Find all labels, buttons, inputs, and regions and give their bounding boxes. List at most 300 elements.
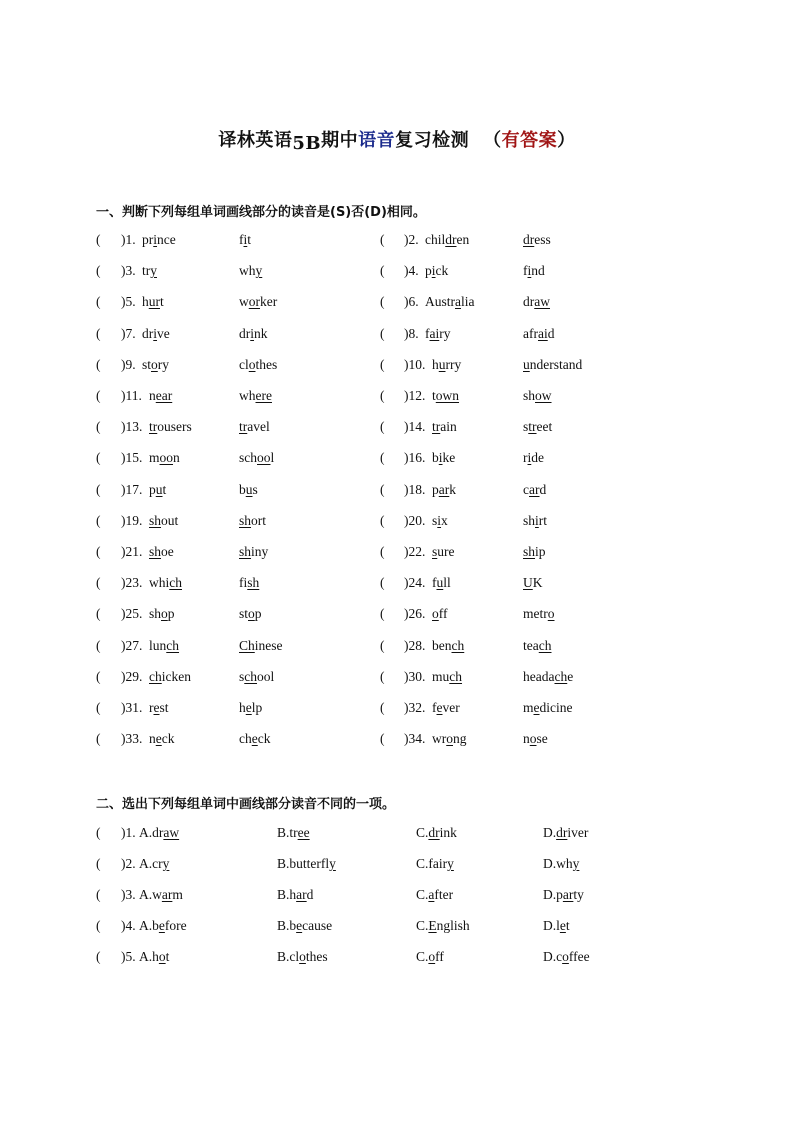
option-b-underlined: ee — [297, 825, 310, 840]
word-b-pre: sh — [523, 512, 536, 528]
word-b-pre: st — [239, 606, 249, 622]
word-a-underlined: dr — [445, 232, 457, 247]
answer-blank: ( — [96, 575, 101, 591]
word-b-pre: s — [523, 419, 529, 435]
word-a-post: ve — [157, 325, 170, 341]
answer-blank: ( — [96, 263, 101, 279]
question-number: )6. — [404, 294, 419, 310]
word-a — [142, 230, 176, 250]
answer-blank: ( — [380, 512, 385, 528]
word-a-pre: pr — [142, 232, 154, 247]
word-b-underlined: e — [251, 731, 258, 747]
word-b-underlined: dr — [523, 232, 535, 247]
choice-row — [0, 885, 794, 905]
word-b-post: eet — [536, 419, 553, 435]
question-number: )25. — [121, 606, 143, 622]
word-b — [523, 417, 552, 437]
word-a-pre: p — [425, 263, 432, 279]
option-a — [139, 854, 169, 874]
word-b-post: ort — [251, 512, 267, 528]
word-b-underlined: o — [248, 356, 256, 372]
question-number: )14. — [404, 419, 426, 435]
question-number: )21. — [121, 544, 143, 559]
word-b-post: nd — [531, 263, 545, 279]
word-b-pre: f — [239, 232, 244, 247]
word-a-post: p — [167, 606, 175, 622]
word-a — [149, 386, 172, 406]
word-a-post: ck — [161, 731, 175, 747]
title-answer-note: 有答案 — [501, 130, 558, 151]
word-a — [149, 573, 182, 593]
option-a-underlined: aw — [163, 825, 180, 840]
question-number: )5. — [121, 949, 136, 964]
option-c-post: nglish — [436, 918, 470, 933]
word-a-underlined: s — [432, 544, 438, 559]
answer-blank: ( — [96, 731, 101, 747]
section2-heading: 二、选出下列每组单词中画线部分读音不同的一项。 — [96, 797, 396, 812]
option-c-post: fter — [434, 887, 454, 902]
option-a-pre: A.w — [139, 887, 162, 902]
word-a — [432, 604, 448, 624]
question-number: )28. — [404, 637, 426, 653]
word-b-underlined: ai — [537, 325, 548, 341]
word-b-pre: c — [523, 481, 529, 497]
word-b-pre: w — [239, 294, 249, 310]
question-number: )7. — [121, 325, 136, 341]
word-a-pre: f — [432, 575, 437, 591]
word-b — [239, 511, 266, 531]
option-c-underlined: E — [428, 918, 437, 933]
word-a-post: k — [449, 481, 456, 497]
question-number: )18. — [404, 481, 426, 497]
word-a-underlined: sh — [149, 544, 162, 559]
option-b-pre: B.tr — [277, 825, 298, 840]
option-d-underlined: ar — [562, 887, 574, 902]
word-b — [239, 604, 262, 624]
word-b — [239, 292, 277, 312]
word-a-post: ousers — [157, 419, 192, 435]
option-b-underlined: y — [329, 856, 336, 871]
word-b — [523, 667, 573, 687]
word-b-underlined: i — [250, 325, 255, 341]
answer-blank: ( — [380, 637, 385, 653]
question-number: )10. — [404, 356, 426, 372]
title-paren-close: ） — [557, 130, 576, 151]
word-a-underlined: ch — [149, 668, 162, 684]
word-a-post: en — [456, 232, 470, 247]
word-b — [523, 261, 545, 281]
word-b — [523, 292, 550, 312]
answer-blank: ( — [96, 918, 101, 933]
option-d-pre: D. — [543, 825, 557, 840]
question-row — [0, 511, 794, 531]
word-a-pre: lun — [149, 637, 167, 653]
word-b-post: ip — [535, 544, 546, 559]
question-number: )27. — [121, 637, 143, 653]
word-a-post: ver — [442, 700, 460, 715]
word-a-underlined: e — [436, 700, 443, 715]
word-a-underlined: u — [438, 356, 446, 372]
option-b — [277, 947, 328, 967]
word-b-pre: f — [523, 263, 528, 279]
option-d-post: ty — [573, 887, 584, 902]
word-b — [523, 604, 555, 624]
word-b-post: s — [252, 481, 258, 497]
question-row — [0, 261, 794, 281]
answer-blank: ( — [96, 700, 101, 715]
word-a-post: n — [173, 450, 180, 466]
option-d-underlined: e — [559, 918, 566, 933]
word-b — [239, 386, 272, 406]
word-a — [432, 667, 462, 687]
option-d — [543, 823, 588, 843]
word-a-pre: st — [142, 356, 152, 372]
option-c — [416, 885, 453, 905]
option-a-pre: A.cr — [139, 856, 163, 871]
question-number: )30. — [404, 668, 426, 684]
question-row — [0, 292, 794, 312]
word-b-underlined: e — [245, 700, 252, 715]
answer-blank: ( — [380, 356, 385, 372]
word-b-pre: cl — [239, 356, 249, 372]
word-a-underlined: o — [446, 731, 453, 747]
word-b-underlined: ch — [244, 668, 258, 684]
word-a-underlined: ch — [166, 637, 180, 653]
question-number: )33. — [121, 731, 143, 747]
word-b — [239, 667, 274, 687]
word-a-post: t — [162, 481, 167, 497]
option-b — [277, 916, 332, 936]
word-a-underlined: tr — [432, 419, 441, 435]
word-a-post: rry — [445, 356, 462, 372]
word-b-underlined: i — [527, 450, 532, 466]
word-b-post: d — [547, 325, 555, 341]
word-b-pre: ch — [239, 731, 252, 747]
word-a — [142, 324, 170, 344]
question-number: )19. — [121, 512, 143, 528]
answer-blank: ( — [96, 388, 101, 403]
word-b-underlined: sh — [239, 544, 252, 559]
word-b-post: thes — [255, 356, 278, 372]
word-a-underlined: e — [153, 700, 160, 715]
option-a-post: t — [165, 949, 170, 964]
answer-blank: ( — [96, 450, 101, 466]
word-b — [523, 324, 554, 344]
word-a-underlined: ch — [449, 668, 463, 684]
answer-blank: ( — [380, 263, 385, 279]
word-a-post: ng — [453, 731, 467, 747]
word-b-underlined: o — [529, 731, 537, 747]
answer-blank: ( — [96, 325, 101, 341]
answer-blank: ( — [96, 949, 101, 964]
question-number: )29. — [121, 668, 143, 684]
option-a — [139, 885, 183, 905]
option-b-underlined: ar — [296, 887, 307, 902]
word-a-pre: p — [432, 481, 439, 497]
word-a — [142, 292, 164, 312]
answer-blank: ( — [380, 388, 385, 403]
word-a — [149, 511, 178, 531]
option-d — [543, 854, 579, 874]
question-row — [0, 448, 794, 468]
word-a-underlined: ear — [155, 388, 173, 403]
word-a-post: icken — [161, 668, 191, 684]
answer-blank: ( — [380, 668, 385, 684]
word-a — [149, 604, 175, 624]
word-b-post: se — [536, 731, 548, 747]
option-c — [416, 823, 457, 843]
word-b-post: p — [254, 606, 262, 622]
word-a-underlined: o — [151, 356, 158, 372]
word-b — [239, 261, 262, 281]
option-d-underlined: dr — [556, 825, 568, 840]
word-a — [142, 355, 169, 375]
word-a-underlined: ur — [148, 294, 160, 310]
question-number: )1. — [121, 825, 136, 840]
word-a-pre: dr — [142, 325, 154, 341]
word-a — [432, 636, 464, 656]
option-c-pre: C.fair — [416, 856, 448, 871]
question-number: )8. — [404, 325, 419, 341]
word-a-post: ke — [442, 450, 456, 466]
question-number: )5. — [121, 294, 136, 310]
question-number: )12. — [404, 388, 426, 403]
word-a — [432, 573, 451, 593]
option-b-pre: B.b — [277, 918, 297, 933]
word-a-pre: ben — [432, 637, 452, 653]
option-b — [277, 823, 310, 843]
word-a — [149, 480, 166, 500]
word-b — [239, 698, 262, 718]
word-a-underlined: o — [161, 606, 168, 622]
answer-blank: ( — [96, 481, 101, 497]
word-b-pre: metr — [523, 606, 548, 622]
word-a-post: lia — [461, 294, 475, 310]
question-number: )24. — [404, 575, 426, 591]
word-b-pre: r — [523, 450, 528, 466]
word-b-underlined: ar — [529, 481, 540, 497]
word-b-pre: n — [523, 731, 530, 747]
word-a-post: nce — [157, 232, 176, 247]
option-c-post: ff — [435, 949, 444, 964]
question-number: )4. — [404, 263, 419, 279]
word-a-underlined: i — [153, 325, 158, 341]
word-b — [239, 417, 270, 437]
option-d-underlined: y — [572, 856, 580, 871]
word-b-underlined: sh — [239, 512, 252, 528]
answer-blank: ( — [96, 232, 101, 247]
word-a-post: st — [159, 700, 169, 715]
answer-blank: ( — [96, 637, 101, 653]
word-b — [523, 386, 552, 406]
word-a-pre: chil — [425, 232, 446, 247]
word-b-pre: afr — [523, 325, 538, 341]
question-number: )2. — [404, 232, 419, 247]
word-b-post: ker — [260, 294, 278, 310]
word-a — [149, 667, 191, 687]
word-a-underlined: o — [432, 606, 439, 622]
option-a-underlined: e — [158, 918, 165, 933]
word-a — [432, 542, 455, 562]
option-d-underlined: o — [562, 949, 569, 964]
answer-blank: ( — [96, 419, 101, 435]
word-b-post: nderstand — [529, 356, 583, 372]
option-c — [416, 947, 444, 967]
word-a — [149, 417, 192, 437]
word-a-underlined: y — [150, 263, 157, 279]
word-a — [149, 698, 169, 718]
option-d-pre: D.l — [543, 918, 560, 933]
option-a-pre: A.b — [139, 918, 159, 933]
word-b-post: K — [532, 575, 543, 591]
word-a-pre: t — [432, 388, 436, 403]
word-a-underlined: ch — [451, 637, 465, 653]
question-number: )11. — [121, 388, 142, 403]
question-number: )16. — [404, 450, 426, 466]
answer-blank: ( — [380, 700, 385, 715]
word-b — [523, 729, 548, 749]
question-row — [0, 355, 794, 375]
word-b-post: d — [539, 481, 547, 497]
word-b-pre: s — [239, 668, 245, 684]
word-b — [523, 573, 543, 593]
word-b-pre: b — [239, 481, 246, 497]
word-b-underlined: o — [248, 606, 255, 622]
answer-blank: ( — [380, 294, 385, 310]
answer-blank: ( — [380, 481, 385, 497]
word-a — [432, 386, 459, 406]
option-d-pre: D.p — [543, 887, 563, 902]
word-b — [239, 729, 271, 749]
word-a-pre: h — [142, 294, 149, 310]
option-b — [277, 885, 313, 905]
answer-blank: ( — [380, 606, 385, 622]
word-b-underlined: sh — [523, 544, 536, 559]
word-a — [149, 448, 180, 468]
word-b — [239, 480, 258, 500]
option-a-underlined: y — [162, 856, 170, 871]
answer-blank: ( — [96, 544, 101, 559]
question-row — [0, 604, 794, 624]
word-a-pre: s — [432, 512, 438, 528]
word-b-underlined: sh — [247, 575, 260, 591]
option-c-pre: C. — [416, 918, 429, 933]
word-a-post: t — [160, 294, 164, 310]
word-a — [149, 636, 179, 656]
option-d-pre: D.wh — [543, 856, 573, 871]
answer-blank: ( — [96, 856, 101, 871]
question-number: )2. — [121, 856, 136, 871]
answer-blank: ( — [380, 419, 385, 435]
word-b-post: dicine — [539, 700, 573, 715]
question-number: )4. — [121, 918, 136, 933]
word-b-post: avel — [247, 419, 270, 435]
word-a — [432, 355, 461, 375]
word-a-post: x — [441, 512, 448, 528]
answer-blank: ( — [96, 668, 101, 684]
word-a — [425, 324, 451, 344]
word-b-underlined: U — [523, 575, 533, 591]
option-c-pre: C. — [416, 949, 429, 964]
word-b-pre: h — [239, 700, 246, 715]
title-text-phonics: 语音 — [358, 130, 396, 151]
option-c-underlined: y — [447, 856, 454, 871]
word-b-underlined: i — [243, 232, 248, 247]
answer-blank: ( — [96, 606, 101, 622]
question-number: )1. — [121, 232, 136, 247]
word-a — [425, 230, 469, 250]
word-b-underlined: i — [527, 263, 532, 279]
title-text-2: 期中 — [321, 130, 359, 151]
answer-blank: ( — [380, 450, 385, 466]
word-a-underlined: i — [153, 232, 158, 247]
option-c-pre: C. — [416, 887, 429, 902]
option-a-underlined: o — [158, 949, 166, 964]
question-row — [0, 667, 794, 687]
word-b-underlined: u — [245, 481, 253, 497]
word-b-underlined: ch — [538, 637, 552, 653]
option-a — [139, 916, 187, 936]
title-text-3: 复习检测 — [395, 130, 470, 151]
word-a-pre: m — [149, 450, 160, 466]
word-b-underlined: e — [533, 700, 540, 715]
word-a — [425, 292, 475, 312]
question-number: )13. — [121, 419, 143, 435]
question-number: )26. — [404, 606, 426, 622]
question-number: )20. — [404, 512, 426, 528]
word-b-post: de — [531, 450, 545, 466]
option-c-pre: C. — [416, 825, 429, 840]
word-b-underlined: u — [523, 356, 530, 372]
word-a-underlined: u — [155, 481, 163, 497]
word-a-post: out — [161, 512, 179, 528]
title-paren-open: （ — [483, 130, 502, 151]
answer-blank: ( — [96, 512, 101, 528]
word-b-underlined: ere — [255, 388, 272, 403]
question-row — [0, 636, 794, 656]
word-b — [239, 573, 259, 593]
word-a-underlined: ai — [429, 325, 440, 341]
word-a-pre: n — [149, 388, 156, 403]
question-number: )15. — [121, 450, 143, 466]
word-a — [432, 729, 467, 749]
word-b — [239, 324, 268, 344]
option-b-post: d — [306, 887, 314, 902]
word-b — [239, 542, 268, 562]
word-a-pre: f — [425, 325, 430, 341]
option-a-underlined: ar — [161, 887, 173, 902]
word-a-pre: Austr — [425, 294, 455, 310]
question-row — [0, 480, 794, 500]
word-b-post: ess — [534, 232, 551, 247]
word-a-pre: f — [432, 700, 437, 715]
word-b-pre: m — [523, 700, 534, 715]
word-b — [523, 511, 547, 531]
word-b-post: ck — [257, 731, 271, 747]
option-d — [543, 885, 584, 905]
word-a-post: ry — [439, 325, 451, 341]
answer-blank: ( — [96, 887, 101, 902]
answer-blank: ( — [380, 731, 385, 747]
word-a — [432, 417, 457, 437]
word-a-pre: whi — [149, 575, 170, 591]
word-a-post: ry — [157, 356, 170, 372]
word-b — [239, 230, 251, 250]
option-a — [139, 823, 179, 843]
word-b-underlined: ow — [535, 388, 552, 403]
word-a-underlined: sh — [149, 512, 162, 528]
word-a-pre: n — [149, 731, 156, 747]
